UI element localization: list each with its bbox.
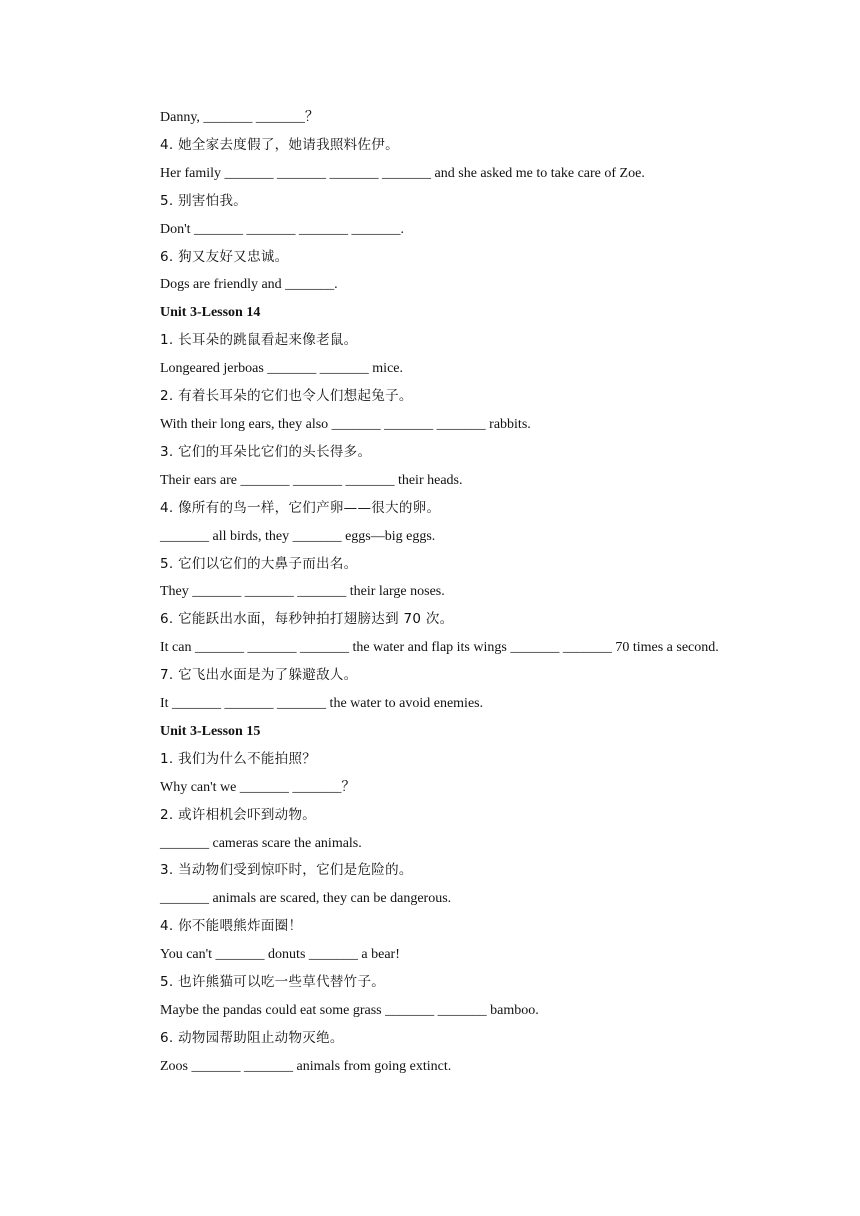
chinese-prompt: 1. 我们为什么不能拍照？ <box>160 750 317 767</box>
answer-line: Maybe the pandas could eat some grass _______ _______ bamboo. <box>160 1003 539 1018</box>
chinese-prompt: 6. 它能跃出水面，每秒钟拍打翅膀达到 70 次。 <box>160 611 454 628</box>
chinese-prompt: 4. 她全家去度假了，她请我照料佐伊。 <box>160 136 399 153</box>
chinese-prompt: 6. 动物园帮助阻止动物灭绝。 <box>160 1029 344 1046</box>
chinese-prompt: 3. 当动物们受到惊吓时，它们是危险的。 <box>160 862 413 879</box>
section-heading-lesson-14: Unit 3-Lesson 14 <box>160 305 261 321</box>
worksheet-body <box>130 104 732 1081</box>
answer-line: Why can't we _______ _______？ <box>160 779 356 795</box>
answer-line: _______ animals are scared, they can be dangerous. <box>160 891 452 907</box>
chinese-prompt: 4. 像所有的鸟一样，它们产卵——很大的卵。 <box>160 499 441 516</box>
answer-line: Their ears are _______ _______ _______ their heads. <box>160 472 463 488</box>
section-heading-lesson-15: Unit 3-Lesson 15 <box>160 723 261 739</box>
chinese-prompt: 7. 它飞出水面是为了躲避敌人。 <box>160 667 358 684</box>
chinese-prompt: 3. 它们的耳朵比它们的头长得多。 <box>160 443 372 460</box>
answer-line: They _______ _______ _______ their large noses. <box>160 584 445 600</box>
answer-line: _______ cameras scare the animals. <box>160 835 362 851</box>
chinese-prompt: 2. 有着长耳朵的它们也令人们想起兔子。 <box>160 388 413 405</box>
answer-line: Her family _______ _______ _______ _______ and she asked me to take care of Zoe. <box>160 165 645 181</box>
answer-line: It can _______ _______ _______ the water and flap its wings _______ _______ 70 times a second. <box>160 640 719 656</box>
answer-line: Danny, _______ _______？ <box>160 110 319 125</box>
answer-line: Don't _______ _______ _______ _______. <box>160 221 405 237</box>
chinese-prompt: 5. 它们以它们的大鼻子而出名。 <box>160 555 358 572</box>
answer-line: Dogs are friendly and _______. <box>160 277 338 293</box>
chinese-prompt: 1. 长耳朵的跳鼠看起来像老鼠。 <box>160 332 358 349</box>
chinese-prompt: 5. 也许熊猫可以吃一些草代替竹子。 <box>160 974 386 991</box>
chinese-prompt: 6. 狗又友好又忠诚。 <box>160 248 289 265</box>
answer-line: It _______ _______ _______ the water to avoid enemies. <box>160 696 484 712</box>
chinese-prompt: 5. 别害怕我。 <box>160 192 248 209</box>
answer-line: Zoos _______ _______ animals from going extinct. <box>160 1058 452 1074</box>
chinese-prompt: 4. 你不能喂熊炸面圈！ <box>160 918 303 935</box>
answer-line: _______ all birds, they _______ eggs—big eggs. <box>160 528 436 544</box>
chinese-prompt: 2. 或许相机会吓到动物。 <box>160 806 317 823</box>
answer-line: You can't _______ donuts _______ a bear! <box>160 947 400 963</box>
answer-line: Longeared jerboas _______ _______ mice. <box>160 361 403 377</box>
answer-line: With their long ears, they also _______ _______ _______ rabbits. <box>160 416 531 432</box>
